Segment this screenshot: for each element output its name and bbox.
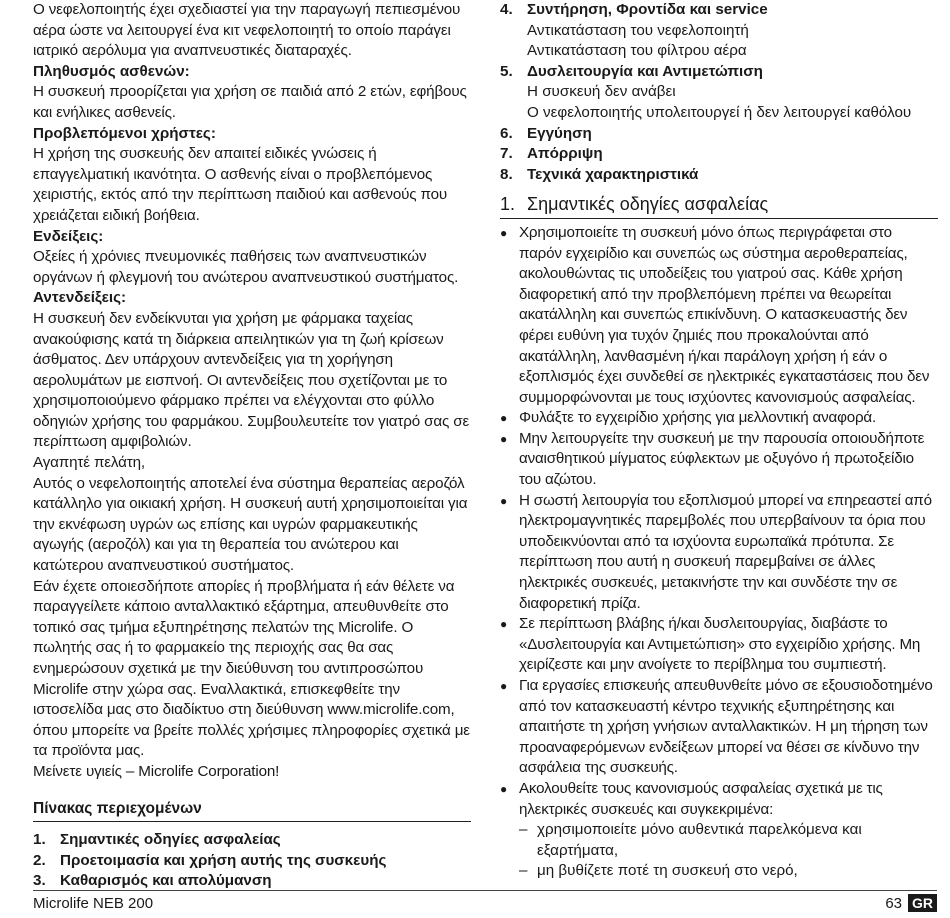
safety-bullet-text: Η σωστή λειτουργία του εξοπλισμού μπορεί να επηρεαστεί από ηλεκτρομαγνητικές παρεμβολές που υπερβαίνουν τα όρια που υποδεικνύονται από τα ισχύοντα ευρωπαϊκά πρότυπα. Σε περίπτωση που αυτή η συσκευή παρεμβαίνει σε άλλες ηλεκτρικές συσκευές, μετακινήστε την και συνδέστε την σε διαφορετική πρίζα. — [519, 491, 932, 612]
toc-item-number: 6. — [500, 124, 513, 142]
toc-subitem[interactable]: Ο νεφελοποιητής υπολειτουργεί ή δεν λειτουργεί καθόλου — [527, 103, 912, 121]
toc-item[interactable] — [33, 851, 471, 872]
greeting-paragraph-2: Εάν έχετε οποιεσδήποτε απορίες ή προβλήματα ή εάν θέλετε να παραγγείλετε κάποιο ανταλλακτικό εξάρτημα, απευθυνθείτε στο τοπικό σας τμήμα εξυπηρέτησης πελατών της Microlife. Ο πωλητής σας ή το φαρμακείο της περιοχής σας θα σας ενημερώσουν σχετικά με την διεύθυνση του αντιπροσώπου Microlife στην χώρα σας. Εναλλακτικά, επισκεφθείτε την ιστοσελίδα μας στο διαδίκτυο στη διεύθυνση www.microlife.com, όπου μπορείτε να βρείτε πολλές χρήσιμες πληροφορίες σχετικά με τα προϊόντα μας. — [33, 577, 470, 760]
section-title — [500, 194, 938, 219]
bullet-icon: ● — [500, 225, 508, 240]
safety-bullet — [500, 408, 938, 429]
safety-dash-text: χρησιμοποιείτε μόνο αυθεντικά παρελκόμενα και εξαρτήματα, — [537, 821, 862, 859]
left-column — [33, 0, 471, 892]
toc-item-label: Απόρριψη — [527, 145, 603, 163]
page-number: 63 — [885, 894, 902, 912]
toc-item-label: Δυσλειτουργία και Αντιμετώπιση — [527, 62, 763, 80]
toc-item-number: 1. — [33, 831, 46, 849]
safety-bullet-text: Ακολουθείτε τους κανονισμούς ασφαλείας σχετικά με τις ηλεκτρικές συσκευές και συγκεκριμένα: — [519, 779, 883, 818]
toc-subitem[interactable]: Η συσκευή δεν ανάβει — [527, 83, 676, 101]
footer-product-name: Microlife NEB 200 — [33, 894, 154, 912]
indications-text: Οξείες ή χρόνιες πνευμονικές παθήσεις των αναπνευστικών οργάνων ή φλεγμονή του ανώτερου αναπνευστικού συστήματος. — [33, 248, 459, 286]
greeting-paragraph-1: Αυτός ο νεφελοποιητής αποτελεί ένα σύστημα θεραπείας αεροζόλ κατάλληλο για οικιακή χρήση. Η συσκευή αυτή χρησιμοποιείται για την εκνέφωση υγρών ως επίσης και υγρών φαρμακευτικής αγωγής (αεροζόλ) και για τη θεραπεία του ανώτερου και κατώτερου αναπνευστικού συστήματος. — [33, 474, 468, 575]
safety-bullet — [500, 676, 938, 779]
toc-item-label: Τεχνικά χαρακτηριστικά — [527, 165, 699, 183]
contraindications-heading: Αντενδείξεις: — [33, 289, 127, 307]
toc-subitem[interactable]: Αντικατάσταση του νεφελοποιητή — [527, 21, 749, 39]
dash-icon: – — [519, 821, 528, 839]
page-footer — [33, 890, 937, 912]
safety-bullet — [500, 491, 938, 615]
safety-bullet-text: Μην λειτουργείτε την συσκευή με την παρουσία οποιουδήποτε αναισθητικού μίγματος εύφλεκτων με οξυγόνο ή πρωτοξείδιο του αζώτου. — [519, 429, 925, 489]
safety-bullet — [500, 223, 938, 408]
toc-item-label: Σημαντικές οδηγίες ασφαλείας — [60, 831, 281, 849]
safety-bullet — [500, 429, 938, 491]
intended-users-text: Η χρήση της συσκευής δεν απαιτεί ειδικές γνώσεις ή επαγγελματική ικανότητα. Ο ασθενής είναι ο προβλεπόμενος χειριστής, εκτός από την περίπτωση παιδιού και ασθενούς που χρειάζεται ειδική βοήθεια. — [33, 145, 448, 224]
dash-icon: – — [519, 862, 528, 880]
toc-item-label: Προετοιμασία και χρήση αυτής της συσκευής — [60, 851, 387, 869]
toc-item-number: 7. — [500, 145, 513, 163]
toc-item[interactable] — [33, 830, 471, 851]
toc-item[interactable] — [500, 144, 938, 165]
intro-text: Ο νεφελοποιητής έχει σχεδιαστεί για την παραγωγή πεπιεσμένου αέρα ώστε να λειτουργεί ένα κιτ νεφελοποιητή το οποίο παράγει ιατρικό αερόλυμα για αναπνευστικές διαταραχές. — [33, 1, 461, 60]
toc-item[interactable] — [500, 124, 938, 145]
safety-bullet-text: Για εργασίες επισκευής απευθυνθείτε μόνο σε εξουσιοδοτημένο από τον κατασκευαστή κέντρο τεχνικής εξυπηρέτησης και απαιτήστε τη χρήση γνήσιων ανταλλακτικών. Η μη τήρηση των προαναφερόμενων ενδείξεων μπορεί να θέσει σε κίνδυνο την ασφάλεια της συσκευής. — [519, 677, 933, 777]
safety-bullet-text: Σε περίπτωση βλάβης ή/και δυσλειτουργίας, διαβάστε το «Δυσλειτουργία και Αντιμετώπιση» στο εγχειρίδιο χρήσης. Μη χειρίζεστε και μην ανοίγετε το περίβλημα του συμπιεστή. — [519, 615, 921, 674]
toc-item-number: 4. — [500, 1, 513, 18]
patient-population-heading: Πληθυσμός ασθενών: — [33, 62, 190, 80]
toc-item-number: 8. — [500, 165, 513, 183]
bullet-icon: ● — [500, 493, 508, 508]
bullet-icon: ● — [500, 411, 508, 426]
toc-title: Πίνακας περιεχομένων — [33, 799, 471, 823]
safety-bullet — [500, 779, 938, 820]
toc-item[interactable] — [33, 871, 471, 892]
bullet-icon: ● — [500, 679, 508, 693]
toc-item[interactable] — [500, 62, 938, 83]
right-column — [500, 0, 938, 882]
safety-dash-item — [500, 861, 938, 882]
bullet-icon: ● — [500, 781, 508, 796]
safety-dash-item — [500, 820, 938, 861]
safety-dash-text: μη βυθίζετε ποτέ τη συσκευή στο νερό, — [537, 862, 798, 880]
toc-subitem[interactable]: Αντικατάσταση του φίλτρου αέρα — [527, 42, 747, 60]
safety-bullet-text: Χρησιμοποιείτε τη συσκευή μόνο όπως περιγράφεται στο παρόν εγχειρίδιο και συνεπώς ως σύστημα αεροθεραπείας, ακολουθώντας τις υποδείξεις του γιατρού σας. Κάθε χρήση διαφορετική από την προβλεπόμενη πρέπει να θεωρείται ακατάλληλη και συνεπώς επικίνδυνη. Ο κατασκευαστής δεν φέρει ευθύνη για τυχόν ζημιές που προκαλούνται από ακατάλληλη, λανθασμένη ή/και παράλογη χρήση ή εάν ο εξοπλισμός έχει συνδεθεί σε ηλεκτρικές εγκαταστάσεις που δεν συμμορφώνονται με τους ισχύοντες κανονισμούς ασφαλείας. — [519, 223, 930, 406]
safety-bullet-text: Φυλάξτε το εγχειρίδιο χρήσης για μελλοντική αναφορά. — [519, 409, 877, 427]
toc-item[interactable] — [500, 0, 938, 21]
footer-right — [885, 894, 937, 912]
contraindications-text: Η συσκευή δεν ενδείκνυται για χρήση με φάρμακα ταχείας ανακούφισης κατά τη διάρκεια απειλητικών για τη ζωή κρίσεων άσθματος. Δεν υπάρχουν αντενδείξεις για τη χορήγηση αερολυμάτων με εισπνοή. Οι αντενδείξεις που σχετίζονται με το χρησιμοποιούμενο φάρμακο πρέπει να ελέγχονται στο φύλλο οδηγιών χρήσης του φαρμάκου. Συμβουλευτείτε τον γιατρό σας σε περίπτωση αμφιβολιών. — [33, 309, 470, 451]
language-badge: GR — [908, 894, 937, 912]
toc-item-number: 5. — [500, 62, 513, 80]
section-title-text: Σημαντικές οδηγίες ασφαλείας — [527, 194, 769, 215]
toc-item[interactable] — [500, 165, 938, 186]
greeting-sign: Μείνετε υγιείς – Microlife Corporation! — [33, 762, 280, 780]
toc-item-number: 3. — [33, 872, 46, 890]
toc-item-label: Συντήρηση, Φροντίδα και service — [527, 1, 768, 18]
toc-item-label: Εγγύηση — [527, 124, 592, 142]
bullet-icon: ● — [500, 431, 508, 446]
bullet-icon: ● — [500, 617, 508, 632]
intended-users-heading: Προβλεπόμενοι χρήστες: — [33, 124, 216, 142]
toc-item-number: 2. — [33, 851, 46, 869]
section-number: 1. — [500, 194, 516, 215]
indications-heading: Ενδείξεις: — [33, 227, 104, 245]
greeting-salutation: Αγαπητέ πελάτη, — [33, 454, 145, 472]
toc-item-label: Καθαρισμός και απολύμανση — [60, 872, 272, 890]
safety-bullet — [500, 614, 938, 676]
patient-population-text: Η συσκευή προορίζεται για χρήση σε παιδιά από 2 ετών, εφήβους και ενήλικες ασθενείς. — [33, 83, 467, 121]
